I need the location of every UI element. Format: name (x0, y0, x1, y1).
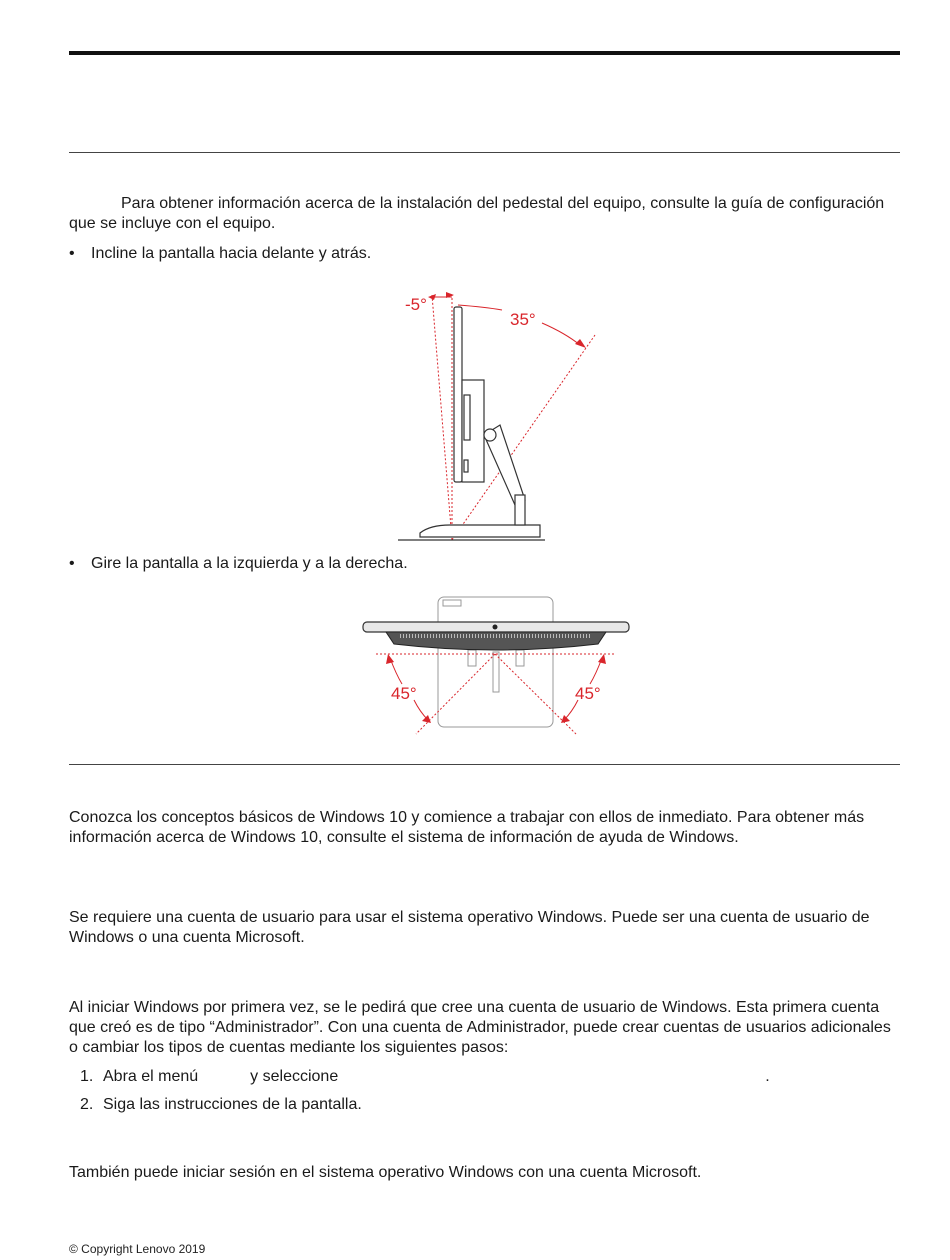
step-1-text-b: y seleccione (250, 1068, 339, 1085)
tilt-angle-back: -5° (405, 295, 427, 314)
swivel-angle-right: 45° (575, 684, 601, 703)
step-2-text: Siga las instrucciones de la pantalla. (103, 1096, 362, 1113)
tilt-angle-forward: 35° (510, 310, 536, 329)
step-number: 1. (80, 1068, 94, 1085)
bullet-dot: • (69, 245, 75, 262)
step-2 (80, 1095, 362, 1115)
section-divider (69, 764, 900, 765)
swivel-illustration (358, 592, 638, 742)
bullet-dot: • (69, 555, 75, 572)
microsoft-account-text: También puede iniciar sesión en el sistema operativo Windows con una cuenta Microsoft. (69, 1164, 702, 1181)
step-1 (80, 1067, 770, 1087)
step-1-text-a: Abra el menú (103, 1068, 199, 1085)
bullet-tilt-text: Incline la pantalla hacia delante y atrás. (91, 245, 372, 262)
bullet-swivel-text: Gire la pantalla a la izquierda y a la derecha. (91, 555, 408, 572)
windows-intro: Conozca los conceptos básicos de Windows 10 y comience a trabajar con ellos de inmediato. Para obtener más información acerca de Windows 10, consulte el sistema de información de ayuda de Windows. (69, 809, 865, 846)
step-number: 2. (80, 1096, 94, 1113)
copyright-footer: © Copyright Lenovo 2019 (69, 1242, 206, 1256)
tilt-illustration (390, 285, 630, 545)
bullet-swivel (69, 554, 408, 574)
user-account-text: Al iniciar Windows por primera vez, se le pedirá que cree una cuenta de usuario de Windows. Esta primera cuenta que creó es de tipo “Administrador”. Con una cuenta de Administrador, puede crear cuentas de usuarios adicionales o cambiar los tipos de cuentas mediante los siguientes pasos: (69, 999, 891, 1056)
swivel-angle-left: 45° (391, 684, 417, 703)
header-rule (69, 51, 900, 55)
step-1-end: . (765, 1068, 770, 1085)
accounts-intro: Se requiere una cuenta de usuario para usar el sistema operativo Windows. Puede ser una cuenta de usuario de Windows o una cuenta Microsoft. (69, 909, 870, 946)
bullet-tilt (69, 244, 371, 264)
install-note: Para obtener información acerca de la instalación del pedestal del equipo, consulte la guía de configuración que se incluye con el equipo. (69, 195, 885, 232)
section-divider (69, 152, 900, 153)
